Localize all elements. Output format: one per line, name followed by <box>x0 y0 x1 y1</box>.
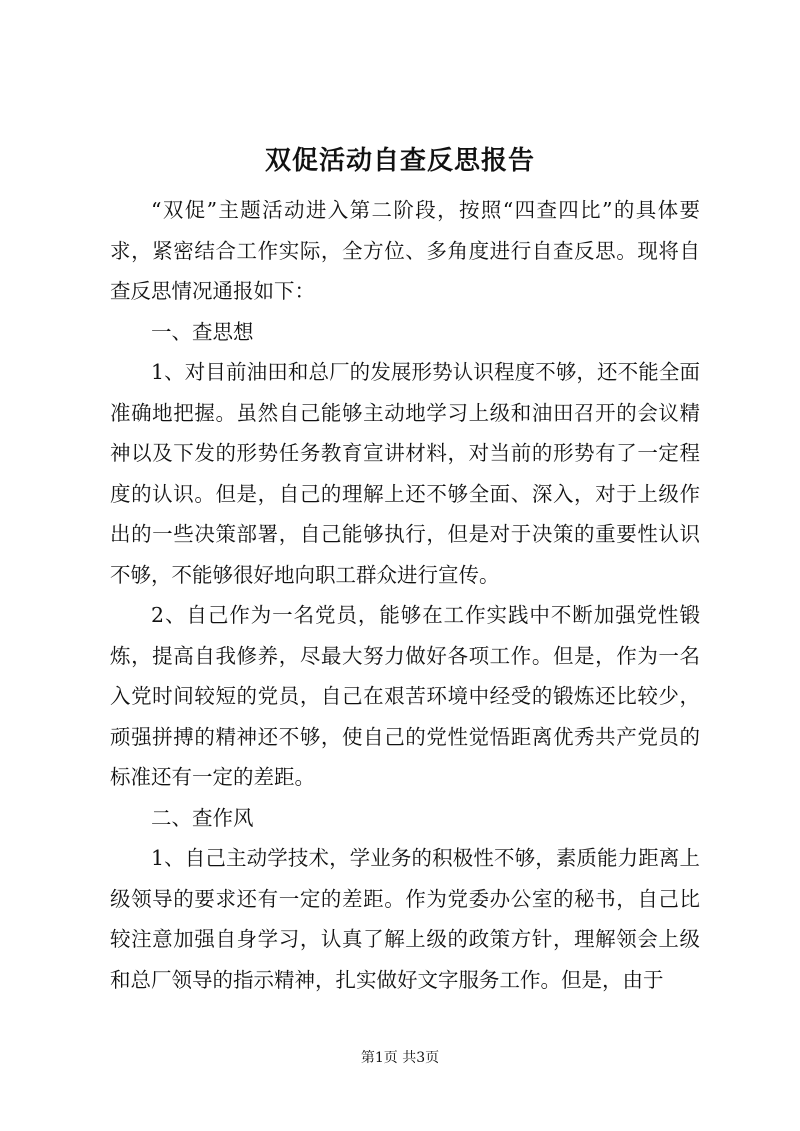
thought-paragraph-1: 1、对目前油田和总厂的发展形势认识程度不够，还不能全面准确地把握。虽然自己能够主动地学习上级和油田召开的会议精神以及下发的形势任务教育宣讲材料，对当前的形势有了一定程度的认识。但是，自己的理解上还不够全面、深入，对于上级作出的一些决策部署，自己能够执行，但是对于决策的重要性认识不够，不能够很好地向职工群众进行宣传。 <box>110 360 700 587</box>
page-footer: 第1页 共3页 <box>360 1050 440 1066</box>
document-body <box>110 190 700 1000</box>
document-title: 双促活动自查反思报告 <box>264 146 535 176</box>
thought-paragraph-2: 2、自己作为一名党员，能够在工作实践中不断加强党性锻炼，提高自我修养，尽最大努力做好各项工作。但是，作为一名入党时间较短的党员，自己在艰苦环境中经受的锻炼还比较少，顽强拼搏的精神还不够，使自己的党性觉悟距离优秀共产党员的标准还有一定的差距。 <box>110 603 700 789</box>
section-heading-thought: 一、查思想 <box>151 319 254 344</box>
section-heading-style: 二、查作风 <box>151 805 254 830</box>
style-paragraph-1: 1、自己主动学技术，学业务的积极性不够，素质能力距离上级领导的要求还有一定的差距。作为党委办公室的秘书，自己比较注意加强自身学习，认真了解上级的政策方针，理解领会上级和总厂领导的指示精神，扎实做好文字服务工作。但是，由于 <box>110 846 700 992</box>
intro-paragraph: “双促”主题活动进入第二阶段，按照“四查四比”的具体要求，紧密结合工作实际，全方位、多角度进行自查反思。现将自查反思情况通报如下： <box>110 198 700 303</box>
